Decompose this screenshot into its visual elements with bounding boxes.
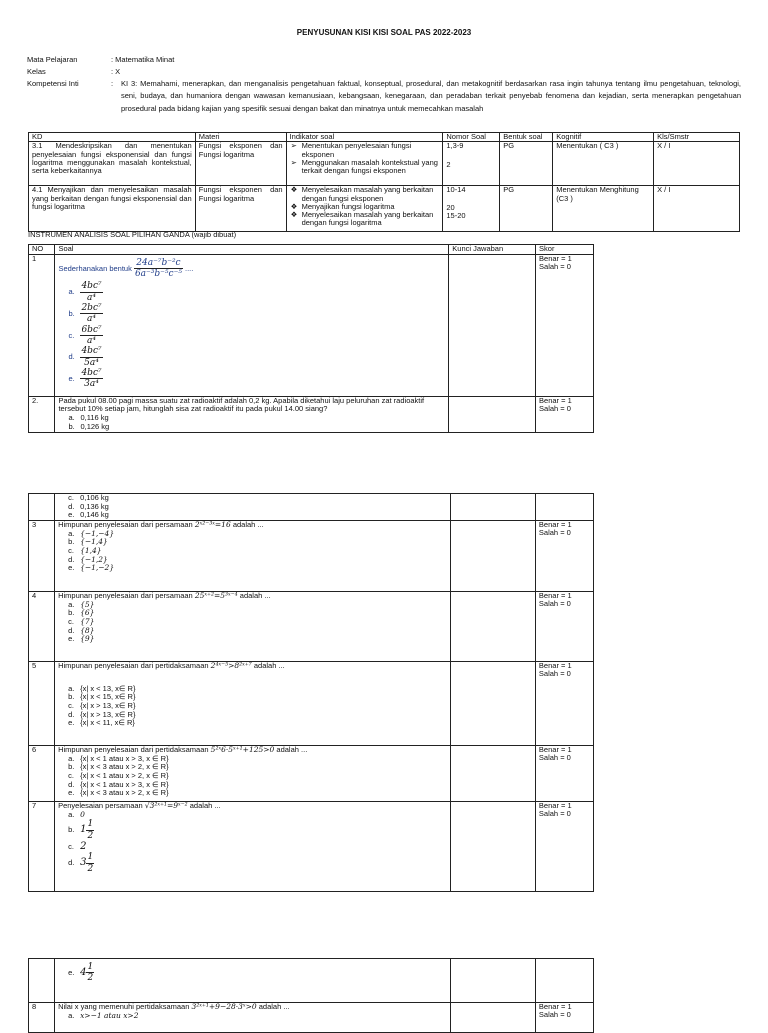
option-d: d. {x| x > 13, x∈ R} <box>68 709 136 719</box>
kelas-value: : X <box>111 67 121 76</box>
indikator-3: Menyelesaikan masalah yang berkaitan dengan fungsi logaritma <box>301 210 434 228</box>
option-d: d. 0,136 kg <box>68 501 109 511</box>
question-row-2-cont <box>29 494 594 521</box>
option-a: a. {5} <box>68 599 95 609</box>
question-number: 3 <box>29 521 55 592</box>
header-kd: KD <box>29 133 196 142</box>
question-text: Pada pukul 08.00 pagi massa suatu zat radioaktif adalah 0,2 kg. Apabila diketahui laju peluruhan zat radioaktif tersebut 10% setiap jam, hitunglah sisa zat radioaktif itu pada pukul 14.00 siang? <box>58 395 425 414</box>
question-number: 2. <box>29 396 55 432</box>
option-a: a. {x| x < 13, x∈ R} <box>68 683 136 693</box>
instrumen-title: INSTRUMEN ANALISIS SOAL PILIHAN GANDA (wajib dibuat) <box>28 230 237 239</box>
indikator-2: Menyajikan fungsi logaritma <box>301 201 395 211</box>
score-salah: Salah = 0 <box>538 669 571 679</box>
option-e: e. {x| x < 11, x∈ R} <box>68 718 135 728</box>
question-row-3: 3 Himpunan penyelesaian dari persamaan 2ˣ²⁻³ˣ=16 adalah ... a. {−1,−4} b. {−1,4} c. {1,4} d. {−1,2} e. {−1,−2} Benar = 1 Salah = 0 <box>29 521 594 592</box>
score-benar: Benar = 1 <box>538 1002 572 1011</box>
option-c: c. {7} <box>68 616 95 626</box>
option-d: d. {8} <box>68 625 95 635</box>
materi-text: Fungsi eksponen dan Fungsi logaritma <box>195 142 286 186</box>
kd-row <box>29 186 740 232</box>
bentuk-soal: PG <box>500 142 553 186</box>
option-e: e. {9} <box>68 634 95 644</box>
header-kunci: Kunci Jawaban <box>449 245 536 255</box>
equation: 2⁴ˣ⁻⁵>8²ˣ⁺⁷ <box>210 661 252 670</box>
option-b: b. {x| x < 15, x∈ R} <box>68 692 136 702</box>
nomor-soal-3: 15-20 <box>446 210 466 220</box>
option-c: c. 0,106 kg <box>68 493 109 502</box>
option-d: d. {x| x < 1 atau x > 3, x ∈ R} <box>68 779 169 789</box>
question-text: Himpunan penyelesaian dari persamaan <box>58 520 193 529</box>
question-row-1 <box>29 254 594 396</box>
question-number: 5 <box>29 662 55 746</box>
header-kognitif: Kognitif <box>553 133 654 142</box>
page-title: PENYUSUNAN KISI KISI SOAL PAS 2022-2023 <box>296 28 472 37</box>
option-d: d. 3 $\frac{1}{2}$ <box>68 852 94 874</box>
soal-table <box>28 244 594 433</box>
header-soal: Soal <box>55 245 449 255</box>
question-row-8: 8 Nilai x yang memenuhi pertidaksamaan 3²ˣ⁺¹+9−28·3ˣ>0 adalah ... a. x>−1 atau x>2 Benar = 1 Salah = 0 <box>29 1003 594 1033</box>
nomor-soal-2: 2 <box>446 159 451 169</box>
header-kls: Kls/Smstr <box>654 133 740 142</box>
equation: 2ˣ²⁻³ˣ=16 <box>194 520 231 529</box>
option-c: c. {x| x < 1 atau x > 2, x ∈ R} <box>68 770 169 780</box>
kognitif: Menentukan Menghitung (C3 ) <box>553 186 654 232</box>
header-materi: Materi <box>195 133 286 142</box>
question-text: Himpunan penyelesaian dari persamaan <box>58 591 193 600</box>
option-c: c. {1,4} <box>68 545 102 555</box>
score-salah: Salah = 0 <box>538 753 571 763</box>
header-indikator: Indikator soal <box>286 133 443 142</box>
header-skor: Skor <box>536 245 594 255</box>
equation: 3²ˣ⁺¹+9−28·3ˣ>0 <box>191 1002 257 1011</box>
nomor-soal-1: 10-14 <box>446 185 466 195</box>
ki-colon: : <box>111 79 114 88</box>
option-c: c. $\frac{\text{6bc⁷}}{\text{a⁴}}$ <box>68 324 102 347</box>
kd-text: 4.1 Menyajikan dan menyelesaikan masalah yang berkaitan dengan fungsi eksponensial dan fungsi logaritma <box>29 186 196 232</box>
option-b: b. 1 $\frac{1}{2}$ <box>68 819 94 841</box>
question-number: 1 <box>29 254 55 396</box>
kd-table <box>28 132 740 232</box>
bentuk-soal: PG <box>500 186 553 232</box>
score-benar: Benar = 1 <box>538 520 572 529</box>
option-e: e. 4 $\frac{1}{2}$ <box>68 962 94 984</box>
option-c: c. 2 <box>68 840 87 852</box>
kognitif: Menentukan ( C3 ) <box>553 142 654 186</box>
kls-smstr: X / I <box>654 186 740 232</box>
equation: √3²ˣ⁺¹=9ˣ⁻² <box>144 801 188 810</box>
indikator-1: Menyelesaikan masalah yang berkaitan dengan fungsi eksponen <box>301 185 434 203</box>
score-salah: Salah = 0 <box>538 599 571 609</box>
question-text: Himpunan penyelesaian dari pertidaksamaan <box>58 745 209 754</box>
option-a: a. 0 <box>68 809 85 819</box>
score-salah: Salah = 0 <box>539 261 571 271</box>
question-text: Nilai x yang memenuhi pertidaksamaan <box>58 1002 190 1011</box>
arrow-bullet-icon: ➢ <box>290 157 297 167</box>
question-tail: .... <box>185 263 194 273</box>
score-benar: Benar = 1 <box>538 661 572 670</box>
option-d: d. {−1,2} <box>68 554 108 564</box>
option-b: b. 0,126 kg <box>68 421 110 431</box>
score-benar: Benar = 1 <box>538 591 572 600</box>
mapel-value: : Matematika Minat <box>111 55 175 64</box>
question-number: 7 <box>29 802 55 892</box>
option-c: c. {x| x > 13, x∈ R} <box>68 700 136 710</box>
diamond-bullet-icon: ❖ <box>290 185 298 195</box>
score-benar: Benar = 1 <box>538 745 572 754</box>
nomor-soal-2: 20 <box>446 202 455 212</box>
option-b: b. {6} <box>68 608 95 618</box>
question-number: 6 <box>29 746 55 802</box>
option-a: a. $\frac{\text{4bc⁷}}{\text{a⁴}}$ <box>68 281 102 303</box>
score-salah: Salah = 0 <box>538 809 571 819</box>
soal-table-header <box>29 245 594 255</box>
diamond-bullet-icon: ❖ <box>290 210 298 219</box>
ki-label: Kompetensi Inti <box>27 79 79 88</box>
question-row-7: 7 Penyelesaian persamaan √3²ˣ⁺¹=9ˣ⁻² adalah ... a. 0 b. 1 $\frac{1}{2}$ c. 2 d. 3 $\frac{1}{2}$ Benar = 1 Salah = 0 <box>29 802 594 892</box>
option-a: a. x>−1 atau x>2 <box>68 1010 139 1020</box>
score-salah: Salah = 0 <box>538 1010 571 1020</box>
fraction: $\frac{\text{24a⁻⁷b⁻²c}}{\text{6a⁻³b⁻⁵c⁻⁵}}$ <box>134 257 182 279</box>
option-a: a. {−1,−4} <box>68 528 115 538</box>
header-bentuk: Bentuk soal <box>500 133 553 142</box>
option-e: e. $\frac{\text{4bc⁷}}{\text{3a⁴}}$ <box>68 368 102 390</box>
materi-text: Fungsi eksponen dan Fungsi logaritma <box>195 186 286 232</box>
question-text: Himpunan penyelesaian dari pertidaksamaan <box>58 661 209 670</box>
mapel-label: Mata Pelajaran <box>27 55 78 64</box>
question-row-5: 5 Himpunan penyelesaian dari pertidaksamaan 2⁴ˣ⁻⁵>8²ˣ⁺⁷ adalah ... a. {x| x < 13, x∈ R} b. {x| x < 15, x∈ R} c. {x| x > 13, x∈ R} d. {x| x > 13, x∈ R} e. {x| x < 11, x∈ R} Benar = 1 Salah = 0 <box>29 662 594 746</box>
soal-table-continued <box>28 493 594 892</box>
score-benar: Benar = 1 <box>539 253 572 263</box>
nomor-soal-1: 1,3-9 <box>446 141 464 151</box>
header-nomor: Nomor Soal <box>443 133 500 142</box>
question-row-6: 6 Himpunan penyelesaian dari pertidaksamaan 5²ˣ6·5ˣ⁺¹+125>0 adalah ... a. {x| x < 1 atau x > 3, x ∈ R} b. {x| x < 3 atau x > 2, x ∈ R} c. {x| x < 1 atau x > 2, x ∈ R} d. {x| x < 1 atau x > 3, x ∈ R} e. {x| x < 3 atau x > 2, x ∈ R} Benar = 1 Salah = 0 <box>29 746 594 802</box>
option-b: b. {−1,4} <box>68 537 108 547</box>
score-benar: Benar = 1 <box>538 801 572 810</box>
diamond-bullet-icon: ❖ <box>290 201 298 211</box>
kd-text: 3.1 Mendeskripsikan dan menentukan penyelesaian fungsi eksponensial dan fungsi logaritma menggunakan masalah kontekstual, serta keberkaitannya <box>29 142 196 186</box>
score-salah: Salah = 0 <box>538 528 571 538</box>
option-b: b. {x| x < 3 atau x > 2, x ∈ R} <box>68 762 169 772</box>
option-a: a. {x| x < 1 atau x > 3, x ∈ R} <box>68 753 169 763</box>
kelas-label: Kelas <box>27 67 46 76</box>
indikator-1: Menentukan penyelesaian fungsi eksponen <box>301 141 412 159</box>
equation: 25ˣ⁺²=5³ˣ⁻⁴ <box>194 591 238 600</box>
option-e: e. {−1,−2} <box>68 563 115 573</box>
header-no: NO <box>29 245 55 255</box>
question-text: Penyelesaian persamaan <box>58 801 143 810</box>
option-d: d. $\frac{\text{4bc⁷}}{\text{5a⁴}}$ <box>68 346 102 368</box>
option-e: e. {x| x < 3 atau x > 2, x ∈ R} <box>68 788 169 798</box>
kls-smstr: X / I <box>654 142 740 186</box>
score-salah: Salah = 0 <box>539 403 571 413</box>
question-stem: Sederhanakan bentuk <box>58 263 132 273</box>
option-b: b. $\frac{\text{2bc⁷}}{\text{a⁴}}$ <box>68 303 102 325</box>
option-a: a. 0,116 kg <box>68 412 109 422</box>
kd-row <box>29 142 740 186</box>
indikator-2: Menggunakan masalah kontekstual yang terkait dengan fungsi eksponen <box>301 157 438 175</box>
score-benar: Benar = 1 <box>539 395 572 405</box>
soal-table-continued-2 <box>28 958 594 1033</box>
arrow-bullet-icon: ➢ <box>290 141 297 151</box>
equation: 5²ˣ6·5ˣ⁺¹+125>0 <box>210 745 275 754</box>
ki-text: KI 3: Memahami, menerapkan, dan menganalisis pengetahuan faktual, konseptual, prosedural, dan metakognitif berdasarkan rasa ingin tahunya tentang ilmu pengetahuan, teknologi, seni, budaya, dan humaniora dengan wawasan kemanusiaan, kebangsaan, kenegaraan, dan peradaban terkait penyebab fenomena dan kejadian, serta menerapkan pengetahuan prosedural pada bidang kajian yang spesifik sesuai dengan bakat dan minatnya untuk memecahkan masalah <box>121 79 741 113</box>
question-number: 4 <box>29 592 55 662</box>
option-e: e. 0,146 kg <box>68 510 109 520</box>
question-row-7-cont <box>29 959 594 1003</box>
question-row-4: 4 Himpunan penyelesaian dari persamaan 25ˣ⁺²=5³ˣ⁻⁴ adalah ... a. {5} b. {6} c. {7} d. {8} e. {9} Benar = 1 Salah = 0 <box>29 592 594 662</box>
question-row-2 <box>29 396 594 432</box>
question-number: 8 <box>29 1003 55 1033</box>
